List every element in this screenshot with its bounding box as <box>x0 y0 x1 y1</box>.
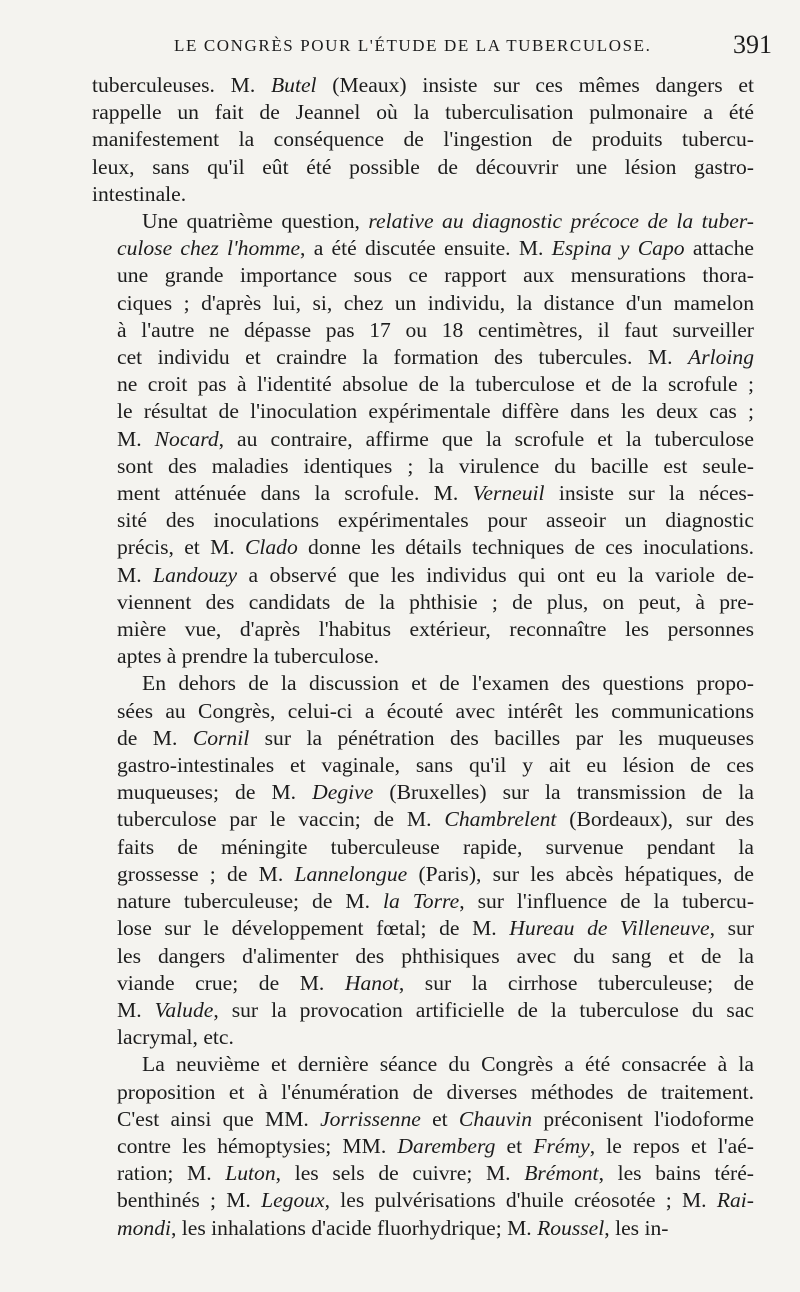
text-line <box>92 1187 754 1214</box>
text-line <box>92 970 754 997</box>
text-run: et <box>420 1106 459 1131</box>
italic-name: Valude <box>154 997 214 1022</box>
text-run: insiste sur la néces- <box>544 481 754 506</box>
text-line <box>92 943 754 970</box>
page-number: 391 <box>733 30 772 59</box>
italic-name: Brémont <box>524 1161 599 1186</box>
italic-name: Landouzy <box>153 562 238 587</box>
body-text <box>92 72 754 1242</box>
text-run: lose sur le développement fœtal; de M. <box>117 916 510 941</box>
text-line <box>92 99 754 126</box>
italic-name: Roussel <box>537 1215 605 1240</box>
text-line <box>92 398 754 425</box>
text-run: ration; M. <box>117 1161 226 1186</box>
text-run: ment atténuée dans la scrofule. M. <box>117 481 473 506</box>
text-run: , les bains téré- <box>598 1161 754 1186</box>
italic-name: Frémy <box>533 1133 590 1158</box>
text-line <box>92 507 754 534</box>
italic-name: Espina y Capo <box>551 236 685 261</box>
text-run: a observé que les individus qui ont eu la variole de- <box>237 562 754 587</box>
text-line <box>92 426 754 453</box>
text-line <box>92 371 754 398</box>
text-run: tuberculeuses. M. <box>92 73 271 97</box>
italic-name: Butel <box>270 73 317 97</box>
text-run: viennent des candidats de la phthisie ; de plus, on peut, à pre- <box>117 589 754 614</box>
text-run: sité des inoculations expérimentales pour asseoir un diagnostic <box>117 508 754 533</box>
italic-name: Jorrissenne <box>320 1106 421 1131</box>
text-run: (Meaux) insiste sur ces mêmes dangers et <box>316 73 754 97</box>
text-line <box>92 1215 754 1242</box>
italic-name: Daremberg <box>397 1133 496 1158</box>
paragraph <box>92 670 754 1051</box>
text-line <box>92 834 754 861</box>
text-line <box>92 698 754 725</box>
text-run: leux, sans qu'il eût été possible de découvrir une lésion gastro- <box>92 154 754 179</box>
text-line <box>92 1160 754 1187</box>
text-line <box>92 534 754 561</box>
text-run: Une quatrième question, <box>142 209 369 234</box>
text-run: à l'autre ne dépasse pas 17 ou 18 centimètres, il faut surveiller <box>117 317 754 342</box>
text-run: , le repos et l'aé- <box>589 1133 754 1158</box>
text-line <box>92 290 754 317</box>
text-line <box>92 997 754 1024</box>
text-line <box>92 154 754 181</box>
text-line <box>92 643 754 670</box>
text-run: tuberculose par le vaccin; de M. <box>117 807 445 832</box>
text-line <box>92 1133 754 1160</box>
text-run: (Paris), sur les abcès hépatiques, de <box>407 861 754 886</box>
italic-name: Verneuil <box>472 481 545 506</box>
italic-name: mondi <box>117 1215 171 1240</box>
text-run: M. <box>117 426 155 451</box>
text-line <box>92 779 754 806</box>
text-line <box>92 725 754 752</box>
italic-name: Lannelongue <box>294 861 408 886</box>
text-run: intestinale. <box>92 181 187 206</box>
text-line <box>92 806 754 833</box>
running-title: LE CONGRÈS POUR L'ÉTUDE DE LA TUBERCULOSE. <box>174 36 652 55</box>
italic-name: Chauvin <box>458 1106 533 1131</box>
italic-name: Hureau de Villeneuve <box>509 916 710 941</box>
text-run: M. <box>117 997 155 1022</box>
text-run: En dehors de la discussion et de l'examen des questions propo- <box>142 671 754 696</box>
italic-name: Cornil <box>192 725 250 750</box>
text-run: , sur la cirrhose tuberculeuse; de <box>398 970 754 995</box>
text-line <box>92 1079 754 1106</box>
text-line <box>92 1024 754 1051</box>
text-run: attache <box>684 236 754 261</box>
text-line <box>92 861 754 888</box>
text-line <box>92 453 754 480</box>
italic-name: la Torre <box>382 889 460 914</box>
text-run: benthinés ; M. <box>117 1188 262 1213</box>
italic-name: Chambrelent <box>444 807 557 832</box>
text-run: M. <box>117 562 154 587</box>
text-run: sées au Congrès, celui-ci a écouté avec intérêt les communications <box>117 698 754 723</box>
text-line <box>92 344 754 371</box>
paragraph <box>92 208 754 670</box>
italic-name: Degive <box>312 780 374 805</box>
text-run: , sur la provocation artificielle de la tuberculose du sac <box>213 997 754 1022</box>
text-line <box>92 670 754 697</box>
italic-name: culose chez l'homme <box>117 236 301 261</box>
text-line <box>92 262 754 289</box>
text-run: sont des maladies identiques ; la virulence du bacille est seule- <box>117 453 754 478</box>
text-run: sur la pénétration des bacilles par les muqueuses <box>249 725 754 750</box>
text-line <box>92 1106 754 1133</box>
italic-name: Arloing <box>688 345 754 370</box>
text-run: donne les détails techniques de ces inoculations. <box>297 535 754 560</box>
text-run: préconisent l'iodoforme <box>532 1106 754 1131</box>
text-run: (Bruxelles) sur la transmission de la <box>373 780 754 805</box>
text-run: manifestement la conséquence de l'ingestion de produits tubercu- <box>92 127 754 152</box>
text-run: rappelle un fait de Jeannel où la tuberculisation pulmonaire a été <box>92 100 754 125</box>
text-run: C'est ainsi que MM. <box>117 1106 321 1131</box>
text-line <box>92 317 754 344</box>
text-run: aptes à prendre la tuberculose. <box>117 644 380 669</box>
text-line <box>92 562 754 589</box>
text-line <box>92 72 754 99</box>
text-run: les dangers d'alimenter des phthisiques avec du sang et de la <box>117 943 754 968</box>
text-run: , les inhalations d'acide fluorhydrique; M. <box>170 1215 538 1240</box>
text-run: , les in- <box>604 1215 669 1240</box>
text-line <box>92 1051 754 1078</box>
text-run: une grande importance sous ce rapport aux mensurations thora- <box>117 263 754 288</box>
text-run: mière vue, d'après l'habitus extérieur, reconnaître les personnes <box>117 617 754 642</box>
text-line <box>92 126 754 153</box>
text-run: contre les hémoptysies; MM. <box>117 1133 398 1158</box>
text-run: faits de méningite tuberculeuse rapide, survenue pendant la <box>117 834 754 859</box>
text-line <box>92 208 754 235</box>
italic-name: Luton <box>225 1161 276 1186</box>
text-line <box>92 181 754 208</box>
text-run: , sur l'influence de la tubercu- <box>459 889 755 914</box>
italic-name: Rai- <box>716 1188 754 1213</box>
text-run: gastro-intestinales et vaginale, sans qu'il y ait eu lésion de ces <box>117 753 754 778</box>
text-line <box>92 752 754 779</box>
text-run: muqueuses; de M. <box>117 780 313 805</box>
text-run: grossesse ; de M. <box>117 861 295 886</box>
text-run: , les sels de cuivre; M. <box>275 1161 525 1186</box>
italic-name: Legoux <box>261 1188 325 1213</box>
text-run: , sur <box>709 916 754 941</box>
text-run: nature tuberculeuse; de M. <box>117 889 383 914</box>
text-line <box>92 480 754 507</box>
text-line <box>92 235 754 262</box>
text-run: , les pulvérisations d'huile créosotée ; M. <box>324 1188 717 1213</box>
text-line <box>92 616 754 643</box>
italic-name: Nocard <box>154 426 219 451</box>
text-line <box>92 589 754 616</box>
italic-name: relative au diagnostic précoce de la tuber- <box>368 209 754 234</box>
text-run: ne croit pas à l'identité absolue de la tuberculose et de la scrofule ; <box>117 372 754 397</box>
italic-name: Clado <box>244 535 298 560</box>
text-run: La neuvième et dernière séance du Congrès a été consacrée à la <box>142 1052 754 1077</box>
text-line <box>92 888 754 915</box>
text-run: lacrymal, etc. <box>117 1025 234 1050</box>
text-line <box>92 915 754 942</box>
text-run: proposition et à l'énumération de diverses méthodes de traitement. <box>117 1079 754 1104</box>
text-run: cet individu et craindre la formation des tubercules. M. <box>117 345 689 370</box>
text-run: , a été discutée ensuite. M. <box>300 236 552 261</box>
text-run: et <box>495 1133 534 1158</box>
text-run: viande crue; de M. <box>117 970 345 995</box>
page-header <box>92 30 772 62</box>
text-run: , au contraire, affirme que la scrofule et la tuberculose <box>218 426 754 451</box>
paragraph <box>92 72 754 208</box>
text-run: de M. <box>117 725 193 750</box>
italic-name: Hanot <box>344 970 399 995</box>
text-run: précis, et M. <box>117 535 245 560</box>
text-run: ciques ; d'après lui, si, chez un individu, la distance d'un mamelon <box>117 290 754 315</box>
text-run: (Bordeaux), sur des <box>556 807 754 832</box>
paragraph <box>92 1051 754 1241</box>
text-run: le résultat de l'inoculation expérimentale diffère dans les deux cas ; <box>117 399 754 424</box>
